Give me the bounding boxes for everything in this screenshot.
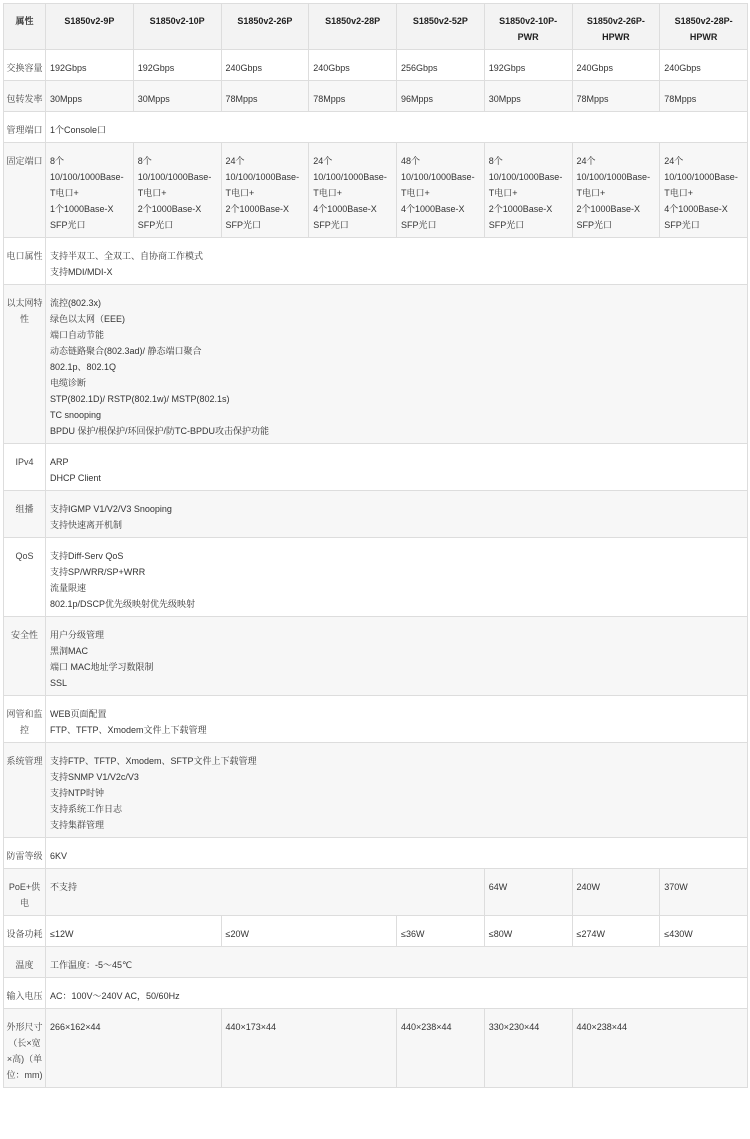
spec-value-line: 流控(802.3x) xyxy=(50,298,102,308)
spec-value-cell xyxy=(572,1009,748,1088)
spec-value-cell xyxy=(484,916,572,947)
spec-value-line: 192Gbps xyxy=(50,63,87,73)
spec-value-line: T电口+ xyxy=(137,188,167,198)
spec-value-line: T电口+ xyxy=(576,188,606,198)
spec-value-cell xyxy=(46,491,748,538)
spec-value-line: 绿色以太网（EEE) xyxy=(50,314,126,324)
spec-value-line: 工作温度：-5～45℃ xyxy=(50,960,133,970)
spec-value-cell xyxy=(46,238,748,285)
table-row xyxy=(4,838,748,869)
spec-value-line: 266×162×44 xyxy=(50,1022,101,1032)
spec-value-cell xyxy=(46,444,748,491)
row-label: 交换容量 xyxy=(4,50,46,81)
spec-value-line: 动态链路聚合(802.3ad)/ 静态端口聚合 xyxy=(50,346,202,356)
table-body xyxy=(4,50,748,1088)
spec-value-line: 支持快速离开机制 xyxy=(50,520,123,530)
spec-value-line: 240Gbps xyxy=(664,63,701,73)
spec-value-line: 440×173×44 xyxy=(225,1022,277,1032)
spec-value-cell xyxy=(46,743,748,838)
table-row xyxy=(4,1009,748,1088)
spec-value-line: 不支持 xyxy=(50,882,78,892)
spec-value-line: 78Mpps xyxy=(576,94,609,104)
spec-value-cell xyxy=(46,947,748,978)
spec-value-line: 30Mpps xyxy=(488,94,521,104)
spec-value-line: 30Mpps xyxy=(50,94,83,104)
spec-value-line: 24个 xyxy=(576,156,596,166)
header-model-cell: S1850v2-26P xyxy=(221,4,309,50)
row-label: 电口属性 xyxy=(4,238,46,285)
spec-value-cell xyxy=(133,50,221,81)
spec-value-line: SFP光口 xyxy=(137,220,174,230)
spec-value-line: T电口+ xyxy=(488,188,518,198)
spec-value-line: 240W xyxy=(576,882,601,892)
spec-value-line: 24个 xyxy=(313,156,333,166)
spec-value-line: 端口 MAC地址学习数限制 xyxy=(50,662,154,672)
spec-value-cell xyxy=(46,112,748,143)
spec-value-line: SSL xyxy=(50,678,68,688)
spec-value-line: 2个1000Base-X xyxy=(137,204,202,214)
header-model-cell: S1850v2-28P xyxy=(309,4,397,50)
spec-value-line: WEB页面配置 xyxy=(50,709,107,719)
row-label: 包转发率 xyxy=(4,81,46,112)
spec-value-cell xyxy=(309,50,397,81)
table-row xyxy=(4,444,748,491)
table-header xyxy=(4,4,748,50)
spec-value-line: SFP光口 xyxy=(225,220,262,230)
spec-value-cell xyxy=(46,538,748,617)
header-model-cell: S1850v2-26P-HPWR xyxy=(572,4,660,50)
spec-value-cell xyxy=(484,143,572,238)
header-attr-cell: 属性 xyxy=(4,4,46,50)
spec-value-cell xyxy=(309,143,397,238)
spec-value-cell xyxy=(221,81,309,112)
spec-value-cell xyxy=(484,81,572,112)
row-label: QoS xyxy=(4,538,46,617)
header-model-cell: S1850v2-28P-HPWR xyxy=(660,4,748,50)
spec-value-line: SFP光口 xyxy=(488,220,525,230)
table-row xyxy=(4,491,748,538)
spec-value-line: T电口+ xyxy=(401,188,430,198)
row-label: 温度 xyxy=(4,947,46,978)
row-label: IPv4 xyxy=(4,444,46,491)
spec-value-line: 支持Diff-Serv QoS xyxy=(50,551,124,561)
spec-value-line: 1个Console口 xyxy=(50,125,107,135)
spec-value-cell xyxy=(46,696,748,743)
spec-value-line: T电口+ xyxy=(50,188,79,198)
spec-value-line: 330×230×44 xyxy=(488,1022,540,1032)
table-row xyxy=(4,696,748,743)
spec-value-line: T电口+ xyxy=(313,188,343,198)
spec-value-cell xyxy=(46,838,748,869)
spec-value-cell xyxy=(221,916,397,947)
spec-value-cell xyxy=(309,81,397,112)
table-row xyxy=(4,978,748,1009)
spec-value-line: 256Gbps xyxy=(401,63,438,73)
spec-value-cell xyxy=(133,81,221,112)
spec-value-line: 370W xyxy=(664,882,688,892)
header-model-cell: S1850v2-10P xyxy=(133,4,221,50)
spec-value-line: 10/100/1000Base- xyxy=(50,172,124,182)
spec-value-line: 24个 xyxy=(225,156,245,166)
spec-value-cell xyxy=(133,143,221,238)
spec-value-line: 10/100/1000Base- xyxy=(488,172,563,182)
row-label: 外形尺寸（长×宽×高)（单位：mm) xyxy=(4,1009,46,1088)
spec-value-line: 支持FTP、TFTP、Xmodem、SFTP文件上下载管理 xyxy=(50,756,257,766)
spec-value-line: 440×238×44 xyxy=(576,1022,628,1032)
spec-value-cell xyxy=(572,143,660,238)
spec-value-line: 端口自动节能 xyxy=(50,330,105,340)
spec-value-line: T电口+ xyxy=(225,188,255,198)
spec-value-line: 黑洞MAC xyxy=(50,646,88,656)
spec-value-cell xyxy=(46,143,134,238)
spec-value-cell xyxy=(660,916,748,947)
spec-value-cell xyxy=(46,285,748,444)
spec-value-cell xyxy=(46,916,222,947)
spec-value-cell xyxy=(221,1009,397,1088)
spec-value-cell xyxy=(46,81,134,112)
spec-value-line: 2个1000Base-X xyxy=(225,204,290,214)
spec-value-line: 4个1000Base-X xyxy=(401,204,465,214)
spec-value-line: 支持集群管理 xyxy=(50,820,105,830)
spec-value-line: 240Gbps xyxy=(313,63,350,73)
spec-value-cell xyxy=(660,50,748,81)
spec-value-cell xyxy=(397,81,485,112)
row-label: 系统管理 xyxy=(4,743,46,838)
spec-value-line: 10/100/1000Base- xyxy=(137,172,212,182)
spec-value-cell xyxy=(46,617,748,696)
spec-value-line: 8个 xyxy=(488,156,503,166)
spec-value-line: SFP光口 xyxy=(50,220,86,230)
spec-value-line: 240Gbps xyxy=(225,63,263,73)
spec-value-line: BPDU 保护/根保护/环回保护/防TC-BPDU攻击保护功能 xyxy=(50,426,270,436)
spec-value-line: ≤20W xyxy=(225,929,249,939)
spec-value-line: ARP xyxy=(50,457,69,467)
spec-value-line: 支持系统工作日志 xyxy=(50,804,123,814)
row-label: 输入电压 xyxy=(4,978,46,1009)
spec-value-line: 电缆诊断 xyxy=(50,378,87,388)
spec-value-line: 48个 xyxy=(401,156,421,166)
spec-value-line: 流量限速 xyxy=(50,583,87,593)
table-row xyxy=(4,112,748,143)
row-label: 设备功耗 xyxy=(4,916,46,947)
spec-value-line: ≤274W xyxy=(576,929,605,939)
spec-value-line: 192Gbps xyxy=(137,63,175,73)
spec-value-cell xyxy=(46,1009,222,1088)
table-row xyxy=(4,50,748,81)
spec-value-line: 440×238×44 xyxy=(401,1022,452,1032)
spec-value-line: 240Gbps xyxy=(576,63,614,73)
table-row xyxy=(4,285,748,444)
header-model-cell: S1850v2-52P xyxy=(397,4,485,50)
header-row xyxy=(4,4,748,50)
spec-value-line: 支持IGMP V1/V2/V3 Snooping xyxy=(50,504,172,514)
table-row xyxy=(4,743,748,838)
spec-value-line: SFP光口 xyxy=(576,220,613,230)
spec-value-line: 192Gbps xyxy=(488,63,526,73)
spec-value-cell xyxy=(397,50,485,81)
spec-value-cell xyxy=(46,50,134,81)
row-label: 以太网特性 xyxy=(4,285,46,444)
spec-value-cell xyxy=(484,1009,572,1088)
spec-value-line: 支持SNMP V1/V2c/V3 xyxy=(50,772,139,782)
spec-value-cell xyxy=(46,978,748,1009)
spec-value-cell xyxy=(572,50,660,81)
spec-value-line: SFP光口 xyxy=(664,220,700,230)
spec-value-line: SFP光口 xyxy=(401,220,437,230)
spec-value-cell xyxy=(397,916,485,947)
spec-value-line: 64W xyxy=(488,882,508,892)
spec-value-line: DHCP Client xyxy=(50,473,101,483)
table-row xyxy=(4,916,748,947)
spec-value-line: SFP光口 xyxy=(313,220,349,230)
spec-value-line: ≤80W xyxy=(488,929,513,939)
spec-value-line: 支持半双工、全双工、自协商工作模式 xyxy=(50,251,204,261)
spec-value-cell xyxy=(660,81,748,112)
spec-value-line: 8个 xyxy=(137,156,152,166)
spec-value-line: 1个1000Base-X xyxy=(50,204,114,214)
spec-value-line: 4个1000Base-X xyxy=(664,204,728,214)
spec-value-cell xyxy=(484,869,572,916)
table-row xyxy=(4,869,748,916)
row-label: 组播 xyxy=(4,491,46,538)
spec-value-line: ≤12W xyxy=(50,929,74,939)
table-row xyxy=(4,143,748,238)
table-row xyxy=(4,81,748,112)
spec-value-line: 10/100/1000Base- xyxy=(664,172,738,182)
spec-value-line: 78Mpps xyxy=(313,94,346,104)
spec-value-line: 10/100/1000Base- xyxy=(401,172,475,182)
row-label: 防雷等级 xyxy=(4,838,46,869)
table-row xyxy=(4,617,748,696)
spec-value-cell xyxy=(484,50,572,81)
spec-value-cell xyxy=(397,1009,485,1088)
spec-value-line: 支持SP/WRR/SP+WRR xyxy=(50,567,146,577)
spec-value-line: ≤430W xyxy=(664,929,693,939)
spec-value-cell xyxy=(572,869,660,916)
spec-value-line: 10/100/1000Base- xyxy=(313,172,387,182)
spec-value-cell xyxy=(221,143,309,238)
spec-value-cell xyxy=(397,143,485,238)
spec-value-cell xyxy=(572,916,660,947)
row-label: 管理端口 xyxy=(4,112,46,143)
header-model-cell: S1850v2-10P-PWR xyxy=(484,4,572,50)
row-label: 固定端口 xyxy=(4,143,46,238)
spec-value-line: 2个1000Base-X xyxy=(576,204,641,214)
spec-value-line: ≤36W xyxy=(401,929,425,939)
spec-value-line: 支持MDI/MDI-X xyxy=(50,267,113,277)
spec-value-line: T电口+ xyxy=(664,188,694,198)
spec-value-line: 802.1p、802.1Q xyxy=(50,362,117,372)
spec-value-cell xyxy=(46,869,485,916)
table-row xyxy=(4,947,748,978)
spec-value-line: 30Mpps xyxy=(137,94,170,104)
header-model-cell: S1850v2-9P xyxy=(46,4,134,50)
spec-value-line: TC snooping xyxy=(50,410,102,420)
spec-value-cell xyxy=(660,143,748,238)
spec-value-line: 78Mpps xyxy=(664,94,697,104)
row-label: 网管和监控 xyxy=(4,696,46,743)
spec-value-cell xyxy=(572,81,660,112)
spec-value-cell xyxy=(221,50,309,81)
spec-value-line: 10/100/1000Base- xyxy=(576,172,651,182)
spec-value-line: FTP、TFTP、Xmodem文件上下载管理 xyxy=(50,725,207,735)
spec-table xyxy=(3,3,748,1088)
spec-value-line: 用户分级管理 xyxy=(50,630,105,640)
spec-value-line: 6KV xyxy=(50,851,68,861)
table-row xyxy=(4,538,748,617)
spec-value-line: 96Mpps xyxy=(401,94,434,104)
spec-value-line: STP(802.1D)/ RSTP(802.1w)/ MSTP(802.1s) xyxy=(50,394,230,404)
spec-value-line: 10/100/1000Base- xyxy=(225,172,300,182)
spec-value-line: 2个1000Base-X xyxy=(488,204,553,214)
spec-value-line: 78Mpps xyxy=(225,94,258,104)
spec-value-line: 24个 xyxy=(664,156,684,166)
spec-value-line: 4个1000Base-X xyxy=(313,204,377,214)
row-label: PoE+供电 xyxy=(4,869,46,916)
spec-value-line: 8个 xyxy=(50,156,65,166)
spec-value-line: 支持NTP时钟 xyxy=(50,788,105,798)
table-row xyxy=(4,238,748,285)
spec-value-line: AC：100V～240V AC，50/60Hz xyxy=(50,991,180,1001)
row-label: 安全性 xyxy=(4,617,46,696)
spec-value-cell xyxy=(660,869,748,916)
spec-value-line: 802.1p/DSCP优先级映射优先级映射 xyxy=(50,599,196,609)
